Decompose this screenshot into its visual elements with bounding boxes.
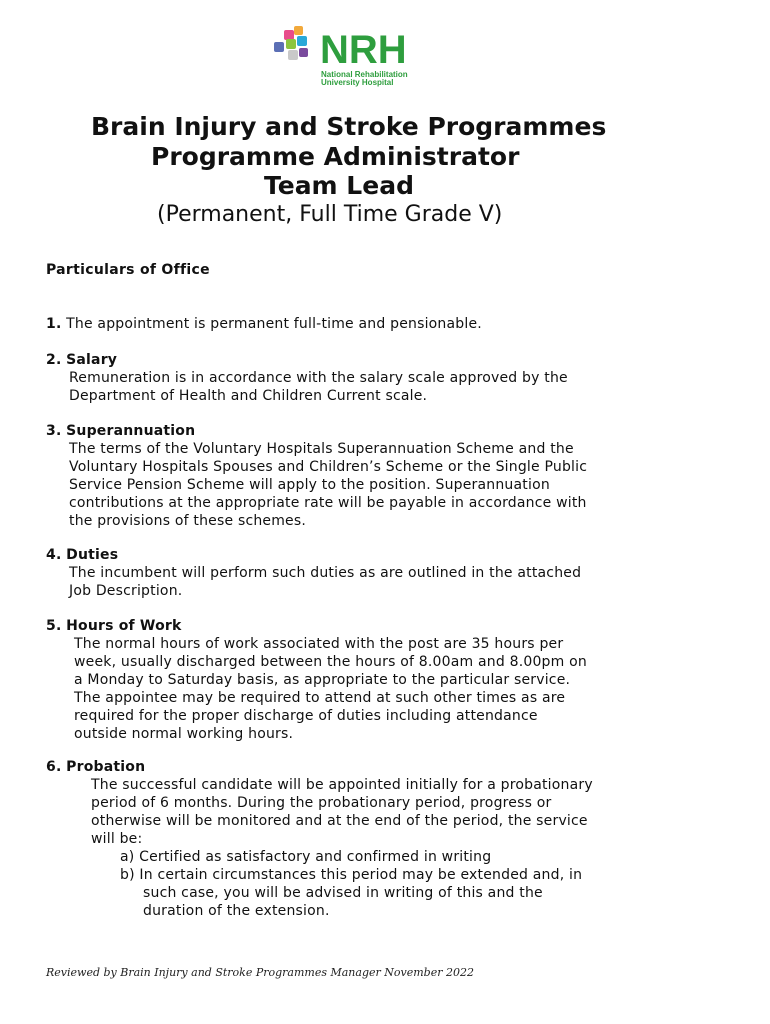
item-line: week, usually discharged between the hours of 8.00am and 8.00pm on [74, 654, 587, 670]
footer-note: Reviewed by Brain Injury and Stroke Programmes Manager November 2022 [46, 966, 474, 979]
item-heading: Superannuation [66, 423, 196, 439]
item-line: Voluntary Hospitals Spouses and Children’s Scheme or the Single Public [69, 459, 588, 475]
title-line-3: Team Lead [264, 171, 414, 200]
item-1 [46, 315, 686, 333]
item-5 [46, 617, 686, 743]
sub-item-line: duration of the extension. [143, 903, 330, 919]
item-line: Service Pension Scheme will apply to the position. Superannuation [69, 477, 550, 493]
item-heading: Probation [66, 759, 146, 775]
item-line: The normal hours of work associated with the post are 35 hours per [74, 636, 564, 652]
item-line: The terms of the Voluntary Hospitals Superannuation Scheme and the [69, 441, 574, 457]
section-heading: Particulars of Office [46, 262, 210, 278]
title-line-1: Brain Injury and Stroke Programmes [91, 112, 607, 141]
item-line: Job Description. [69, 583, 183, 599]
nrh-logo [270, 22, 420, 88]
sub-item-a [46, 848, 686, 866]
item-6 [46, 758, 686, 920]
item-heading: Hours of Work [66, 618, 182, 634]
nrh-logo-mark [270, 22, 420, 88]
item-number: 2. [46, 352, 62, 368]
item-line: Remuneration is in accordance with the salary scale approved by the [69, 370, 568, 386]
title-line-2: Programme Administrator [151, 142, 520, 171]
item-line: a Monday to Saturday basis, as appropriate to the particular service. [74, 672, 571, 688]
item-number: 4. [46, 547, 62, 563]
item-heading: Duties [66, 547, 119, 563]
item-heading: Salary [66, 352, 118, 368]
logo-subtitle-line1: National Rehabilitation [321, 70, 408, 79]
sub-item-label: a) [120, 849, 135, 865]
item-line: required for the proper discharge of duties including attendance [74, 708, 538, 724]
logo-subtitle-line2: University Hospital [321, 78, 394, 87]
sub-item-line: such case, you will be advised in writing of this and the [143, 885, 543, 901]
item-2 [46, 351, 686, 405]
sub-item-b [46, 866, 686, 920]
item-line: The successful candidate will be appointed initially for a probationary [91, 777, 593, 793]
item-text: The appointment is permanent full-time and pensionable. [66, 316, 482, 332]
item-number: 6. [46, 759, 62, 775]
item-number: 1. [46, 316, 62, 332]
item-3 [46, 422, 686, 530]
item-line: contributions at the appropriate rate will be payable in accordance with [69, 495, 587, 511]
sub-item-label: b) [120, 867, 135, 883]
item-line: The appointee may be required to attend at such other times as are [74, 690, 566, 706]
sub-item-line: In certain circumstances this period may be extended and, in [139, 867, 583, 883]
item-line: The incumbent will perform such duties as are outlined in the attached [69, 565, 582, 581]
item-line: period of 6 months. During the probationary period, progress or [91, 795, 552, 811]
item-line: will be: [91, 831, 143, 847]
item-number: 3. [46, 423, 62, 439]
title-subtitle: (Permanent, Full Time Grade V) [157, 202, 503, 227]
item-line: outside normal working hours. [74, 726, 294, 742]
item-line: otherwise will be monitored and at the end of the period, the service [91, 813, 588, 829]
logo-acronym: NRH [320, 28, 407, 72]
item-number: 5. [46, 618, 62, 634]
sub-item-line: Certified as satisfactory and confirmed in writing [139, 849, 492, 865]
item-line: Department of Health and Children Current scale. [69, 388, 428, 404]
item-line: the provisions of these schemes. [69, 513, 307, 529]
item-4 [46, 546, 686, 600]
